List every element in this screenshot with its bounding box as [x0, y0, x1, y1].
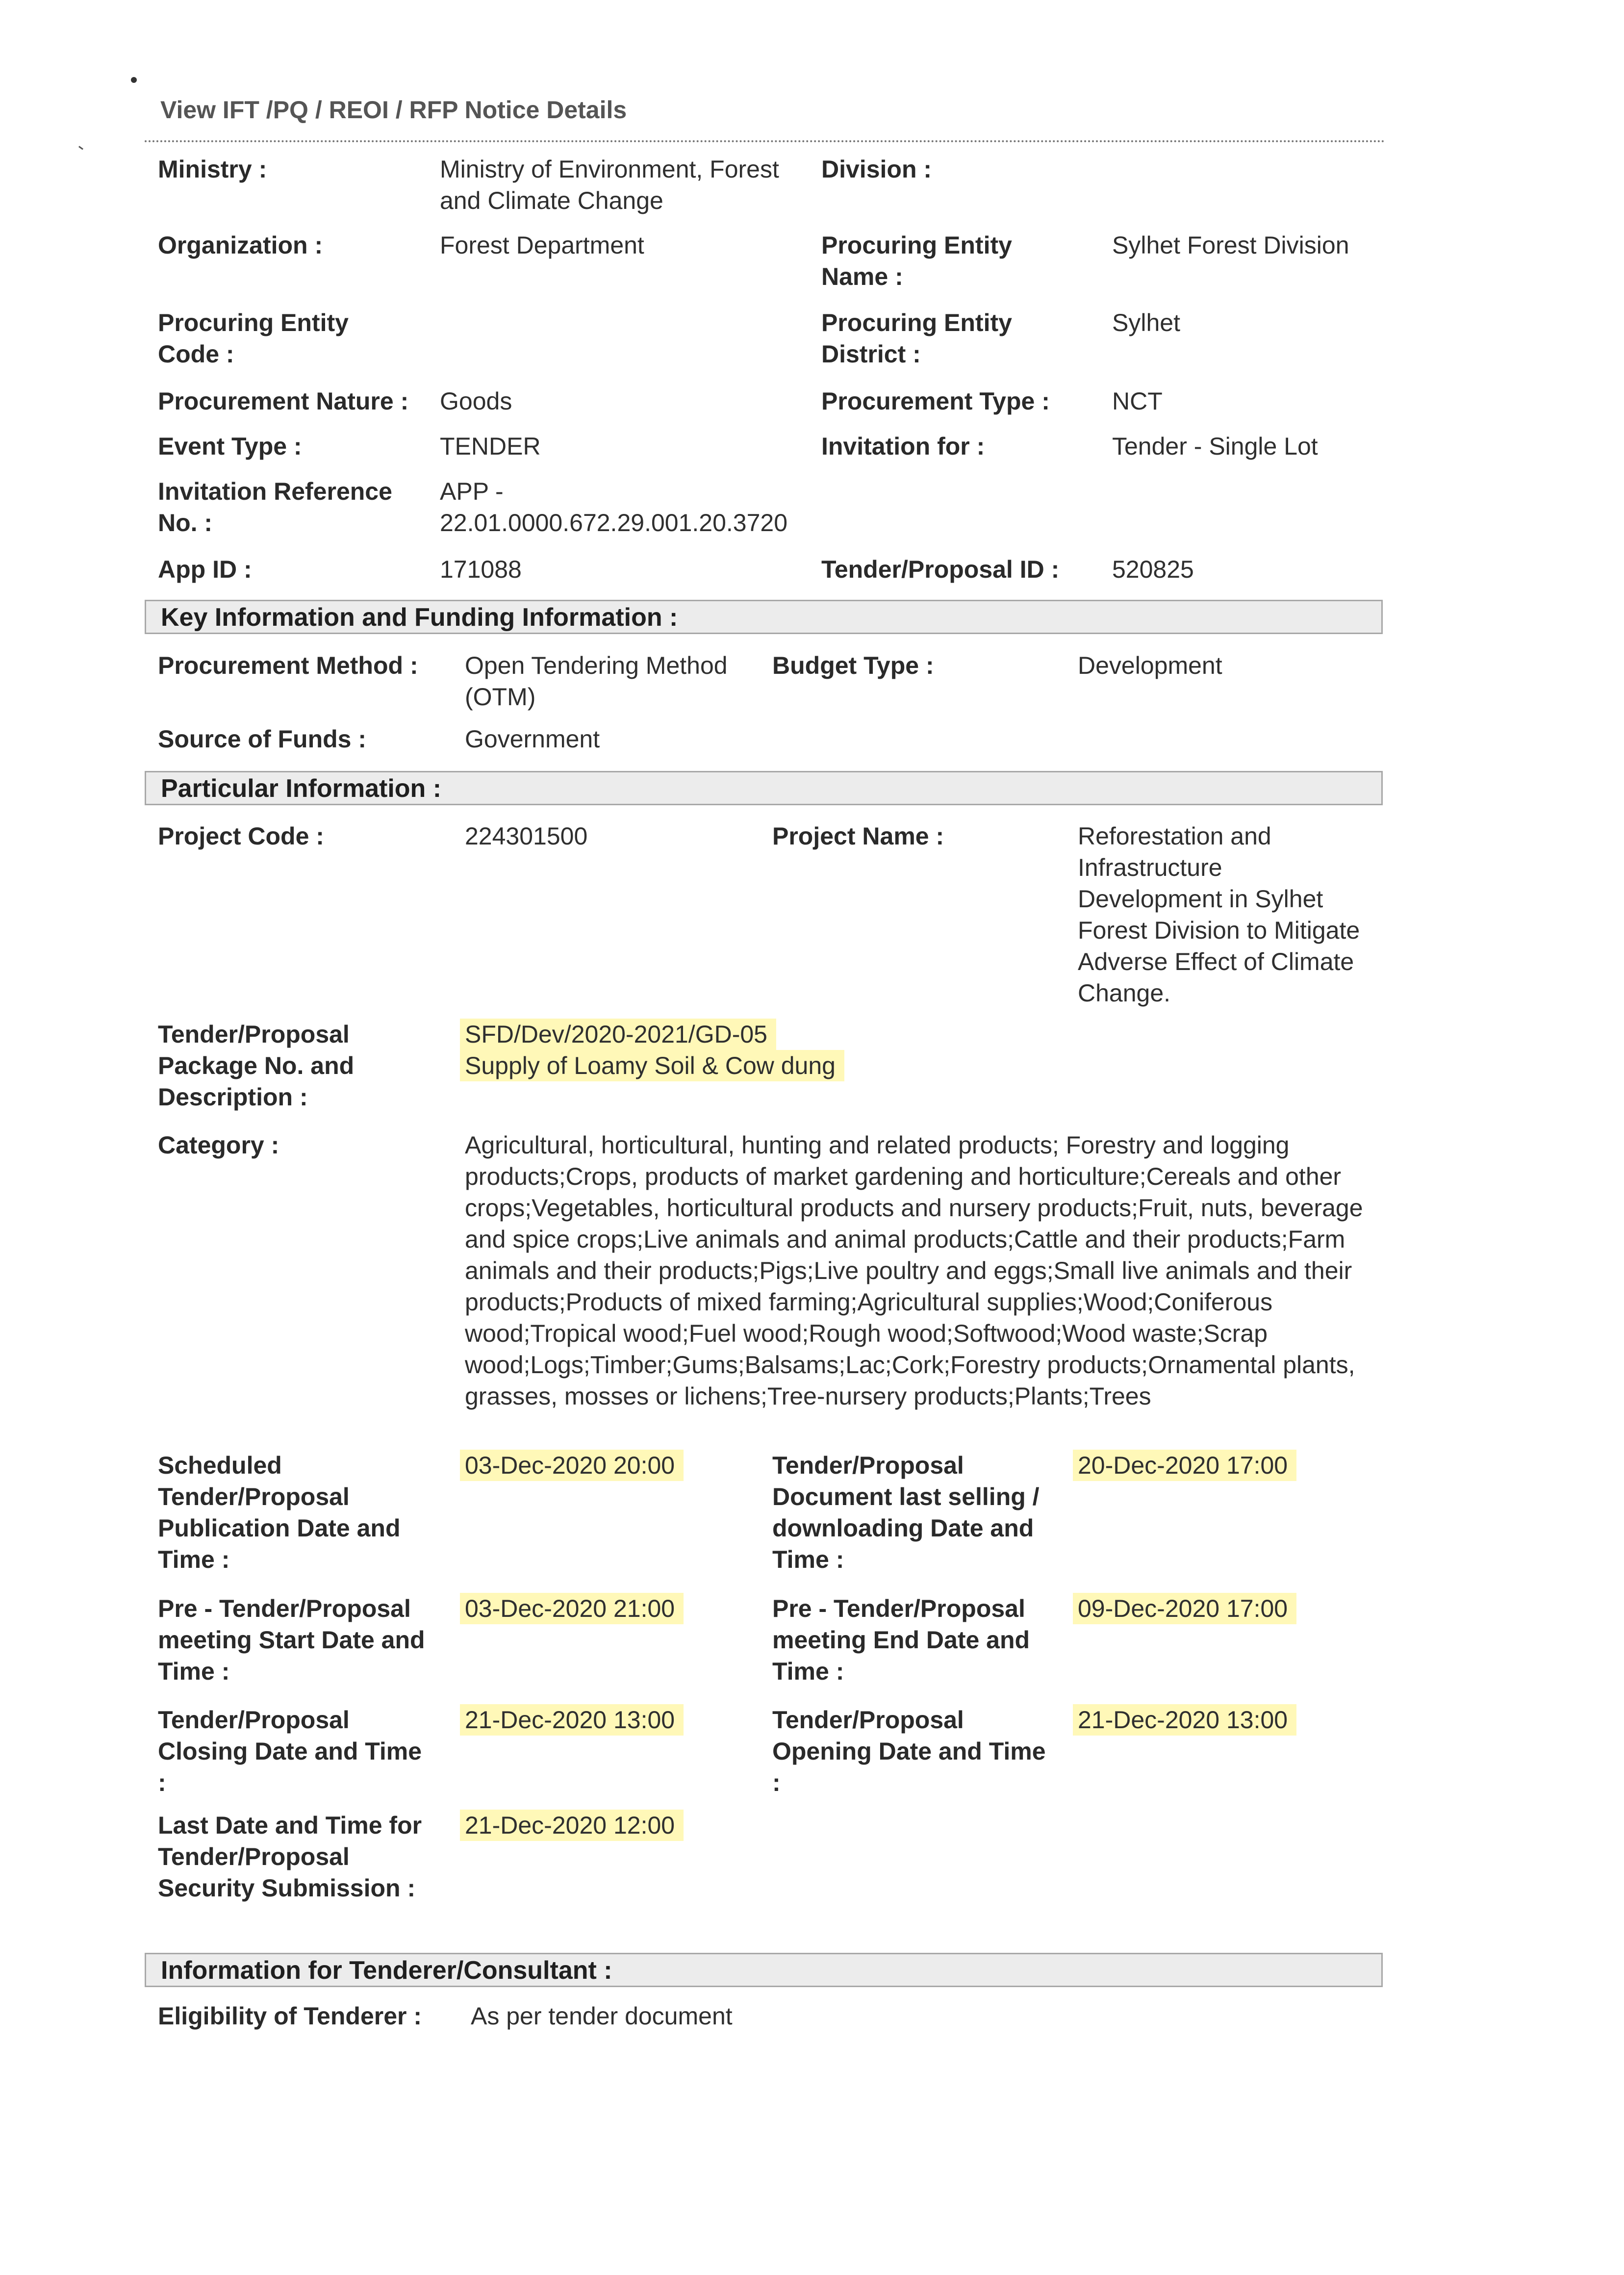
- pe-name-label: Procuring Entity Name :: [821, 231, 1012, 290]
- pe-code-label: Procuring Entity Code :: [158, 309, 349, 368]
- pe-name-value: Sylhet Forest Division: [1112, 231, 1349, 259]
- scan-dot-mark: [131, 77, 137, 83]
- event-type-value: TENDER: [440, 433, 541, 460]
- proc-nature-label: Procurement Nature :: [158, 387, 409, 415]
- project-name-value: Reforestation and Infrastructure Development in Sylhet Forest Division to Mitigate Adverse Effect of Climate Change.: [1078, 822, 1360, 1007]
- package-value: [460, 1019, 999, 1081]
- last-selling-label: Tender/Proposal Document last selling / downloading Date and Time :: [772, 1452, 1040, 1573]
- budget-type-label: Budget Type :: [772, 652, 934, 679]
- project-name-label: Project Name :: [772, 822, 944, 850]
- particular-info-section-title: Particular Information :: [161, 774, 442, 803]
- publication-date-label: Scheduled Tender/Proposal Publication Date and Time :: [158, 1452, 401, 1573]
- package-desc-highlight: Supply of Loamy Soil & Cow dung: [460, 1050, 844, 1081]
- ministry-value: Ministry of Environment, Forest and Climate Change: [440, 155, 779, 214]
- category-value: Agricultural, horticultural, hunting and related products; Forestry and logging products;Crops, products of market gardening and horticulture;Cereals and other crops;Vegetables, horticultural products and nursery products;Fruit, nuts, beverage and spice crops;Live animals and animal products;Cattle and their products;Farm animals and their products;Pigs;Live poultry and eggs;Small live animals and their products;Products of mixed farming;Agricultural supplies;Wood;Coniferous wood;Tropical wood;Fuel wood;Rough wood;Softwood;Wood waste;Scrap wood;Logs;Timber;Gums;Balsams;Lac;Cork;Forestry products;Ornamental plants, grasses, mosses or lichens;Tree-nursery products;Plants;Trees: [465, 1131, 1363, 1410]
- source-of-funds-value: Government: [465, 725, 600, 753]
- proc-type-label: Procurement Type :: [821, 387, 1050, 415]
- title-divider: [145, 140, 1385, 142]
- invitation-ref-label: Invitation Reference No. :: [158, 478, 392, 537]
- pre-meeting-end-highlight: 09-Dec-2020 17:00: [1073, 1593, 1296, 1624]
- security-submission-label: Last Date and Time for Tender/Proposal Security Submission :: [158, 1812, 422, 1902]
- pre-meeting-start-value: [460, 1593, 764, 1624]
- proc-type-value: NCT: [1112, 387, 1163, 415]
- key-info-section-header: [145, 600, 1383, 634]
- tender-id-value: 520825: [1112, 556, 1194, 583]
- invitation-for-label: Invitation for :: [821, 433, 985, 460]
- particular-info-section-header: [145, 771, 1383, 805]
- tenderer-info-section-header: [145, 1953, 1383, 1987]
- category-label: Category :: [158, 1131, 279, 1159]
- pre-meeting-end-label: Pre - Tender/Proposal meeting End Date and Time :: [772, 1595, 1030, 1685]
- security-submission-value: [460, 1810, 764, 1841]
- security-submission-highlight: 21-Dec-2020 12:00: [460, 1810, 684, 1841]
- pre-meeting-start-label: Pre - Tender/Proposal meeting Start Date and Time :: [158, 1595, 425, 1685]
- opening-date-value: [1073, 1704, 1377, 1736]
- division-label: Division :: [821, 155, 932, 183]
- tenderer-info-section-title: Information for Tenderer/Consultant :: [161, 1956, 612, 1985]
- pre-meeting-start-highlight: 03-Dec-2020 21:00: [460, 1593, 684, 1624]
- last-selling-highlight: 20-Dec-2020 17:00: [1073, 1450, 1296, 1481]
- source-of-funds-label: Source of Funds :: [158, 725, 366, 753]
- invitation-ref-value: APP - 22.01.0000.672.29.001.20.3720: [440, 478, 788, 537]
- last-selling-value: [1073, 1450, 1377, 1481]
- procurement-method-label: Procurement Method :: [158, 652, 418, 679]
- eligibility-label: Eligibility of Tenderer :: [158, 2002, 422, 2030]
- opening-date-label: Tender/Proposal Opening Date and Time :: [772, 1706, 1046, 1796]
- package-label: Tender/Proposal Package No. and Description :: [158, 1021, 355, 1111]
- organization-label: Organization :: [158, 231, 323, 259]
- eligibility-value: As per tender document: [471, 2002, 733, 2030]
- publication-date-highlight: 03-Dec-2020 20:00: [460, 1450, 684, 1481]
- key-info-section-title: Key Information and Funding Information :: [161, 603, 678, 632]
- budget-type-value: Development: [1078, 652, 1222, 679]
- procurement-method-value: Open Tendering Method (OTM): [465, 652, 728, 711]
- project-code-value: 224301500: [465, 822, 588, 850]
- event-type-label: Event Type :: [158, 433, 302, 460]
- proc-nature-value: Goods: [440, 387, 512, 415]
- closing-date-highlight: 21-Dec-2020 13:00: [460, 1704, 684, 1736]
- pe-district-value: Sylhet: [1112, 309, 1180, 336]
- app-id-label: App ID :: [158, 556, 252, 583]
- project-code-label: Project Code :: [158, 822, 324, 850]
- invitation-for-value: Tender - Single Lot: [1112, 433, 1318, 460]
- opening-date-highlight: 21-Dec-2020 13:00: [1073, 1704, 1296, 1736]
- scan-tick-mark: [78, 146, 83, 150]
- publication-date-value: [460, 1450, 764, 1481]
- pe-district-label: Procuring Entity District :: [821, 309, 1012, 368]
- pre-meeting-end-value: [1073, 1593, 1377, 1624]
- app-id-value: 171088: [440, 556, 522, 583]
- package-no-highlight: SFD/Dev/2020-2021/GD-05: [460, 1019, 776, 1050]
- page-title: View IFT /PQ / REOI / RFP Notice Details: [160, 96, 627, 124]
- organization-value: Forest Department: [440, 231, 644, 259]
- ministry-label: Ministry :: [158, 155, 267, 183]
- tender-id-label: Tender/Proposal ID :: [821, 556, 1060, 583]
- closing-date-value: [460, 1704, 764, 1736]
- closing-date-label: Tender/Proposal Closing Date and Time :: [158, 1706, 422, 1796]
